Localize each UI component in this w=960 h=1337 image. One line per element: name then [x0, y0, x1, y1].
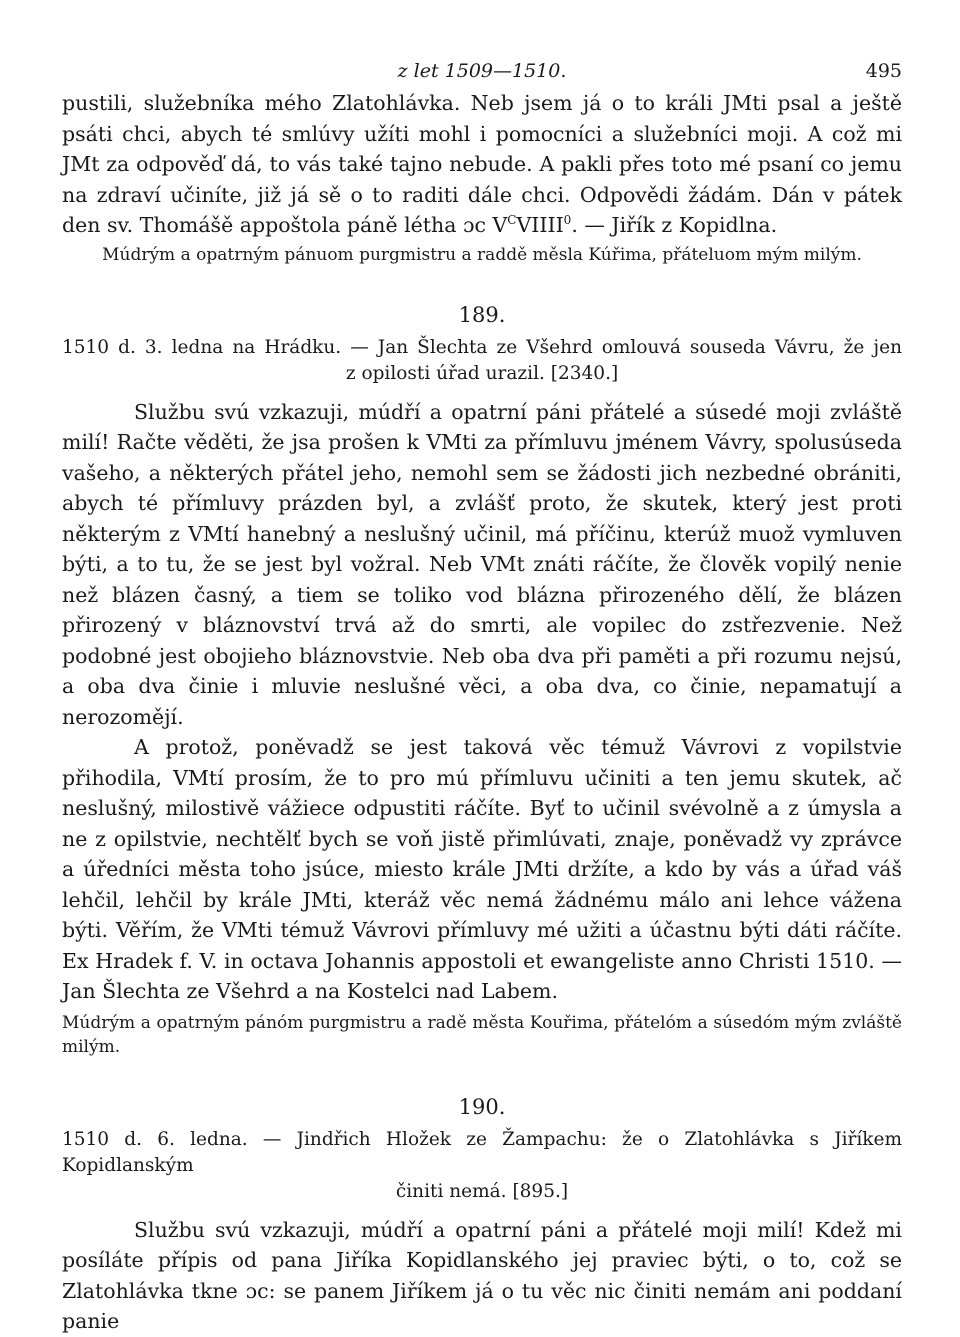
superscript-zero: 0	[563, 213, 572, 228]
document-page	[62, 54, 902, 1337]
page-number: 495	[865, 60, 902, 82]
running-title: z let 1509—1510.	[397, 60, 567, 82]
document-number-190: 190.	[458, 1094, 506, 1119]
regest-190-line2: činiti nemá. [895.]	[395, 1180, 569, 1202]
doc-189-paragraph-2: A protož, poněvadž se jest taková věc témuž Vávrovi z vopilstvie přihodila, VMtí prosím, že to pro mú přímluvu učiniti a ten jemu skutek, ač neslušný, milostivě vážiece odpustiti ráčíte. Byť to učinil svévolně a z úmysla a ne z opilstvie, nechtělť bych se voň jistě přimlúvati, znaje, poněvadž vy zprávce a úředníci města toho jsúce, miesto krále JMti držíte, a kdo by vás a úřad váš lehčil, lehčil by krále JMti, kteráž věc nemá žádnému málo ani lehce vážena býti. Věřím, že VMti témuž Vávrovi přímluvy mé užiti a účastnu býti dáti ráčíte. Ex Hradek f. V. in octava Johannis appostoli et ewangeliste anno Christi 1510. — Jan Šlechta ze Všehrd a na Kostelci nad Labem.	[62, 735, 902, 1003]
prev-letter-address: Múdrým a opatrným pánuom purgmistru a raddě měsla Kúřima, přáteluom mým milým.	[102, 244, 862, 265]
regest-189-line1: 1510 d. 3. ledna na Hrádku. — Jan Šlechta ze Všehrd omlouvá souseda Vávru, že jen	[62, 336, 902, 358]
doc-190-paragraph-1: Službu svú vzkazuji, múdří a opatrní páni a přátelé moji milí! Kdež mi posíláte přípis od pana Jiříka Kopidlanského jej praviec býti, o to, což se Zlatohlávka tkne ɔc: se panem Jiříkem já o tu věc nic činiti nemám ani poddaní panie	[62, 1217, 902, 1333]
regest-189-line2: z opilosti úřad urazil. [2340.]	[345, 362, 619, 384]
page-header	[62, 54, 902, 88]
prev-letter-text: pustili, služebníka mého Zlatohlávka. Neb jsem já o to králi JMti psal a ještě psáti chci, abych té smlúvy užíti mohl i pomocníci a služebníci moji. A což mi JMt za odpověď dá, to vás také tajno nebude. A pakli přes toto mé psaní co jemu na zdraví učiníte, již já sě o to raditi dále chci. Odpovědi žádám. Dán v pátek den sv. Thomášě appoštola páně létha ɔc V	[62, 91, 902, 237]
doc-189-address: Múdrým a opatrným pánóm purgmistru a radě města Kouřima, přátelóm a súsedóm mým zvláště milým.	[62, 1012, 902, 1057]
superscript-c: C	[507, 213, 517, 228]
document-number-189: 189.	[458, 302, 506, 327]
prev-letter-body	[62, 88, 902, 241]
regest-189	[62, 335, 902, 387]
regest-190-line1: 1510 d. 6. ledna. — Jindřich Hložek ze Žampachu: že o Zlatohlávka s Jiříkem Kopidlanským	[62, 1128, 902, 1176]
prev-letter-signature: . — Jiřík z Kopidlna.	[571, 213, 778, 237]
doc-189-paragraph-1: Službu svú vzkazuji, múdří a opatrní páni přátelé a súsedé moji zvláště milí! Račte věděti, že jsa prošen k VMti za přímluvu jménem Vávry, spolusúseda vašeho, a některých přátel jeho, nemohl sem se žádosti jich nezbedné obrániti, abych té přímluvy prázden byl, a zvlášť proto, že skutek, který jest proti některým z VMtí hanebný a neslušný učinil, má příčinu, kterúž muož vymluven býti, a to tu, že se jest byl vožral. Neb VMt znáti ráčíte, že člověk vopilý nenie než blázen časný, a tiem se toliko vod blázna přirozeného dělí, že blázen přirozený v bláznovství trvá až do smrti, ale vopilec do zstřezvenie. Než podobné jest obojieho bláznovstvie. Neb oba dva při paměti a při rozumu nejsú, a oba dva činie i mluvie neslušné věci, a oba dva, co činie, nepamatují a nerozomějí.	[62, 399, 902, 729]
prev-letter-year: VIIII	[516, 213, 564, 237]
regest-190	[62, 1127, 902, 1205]
